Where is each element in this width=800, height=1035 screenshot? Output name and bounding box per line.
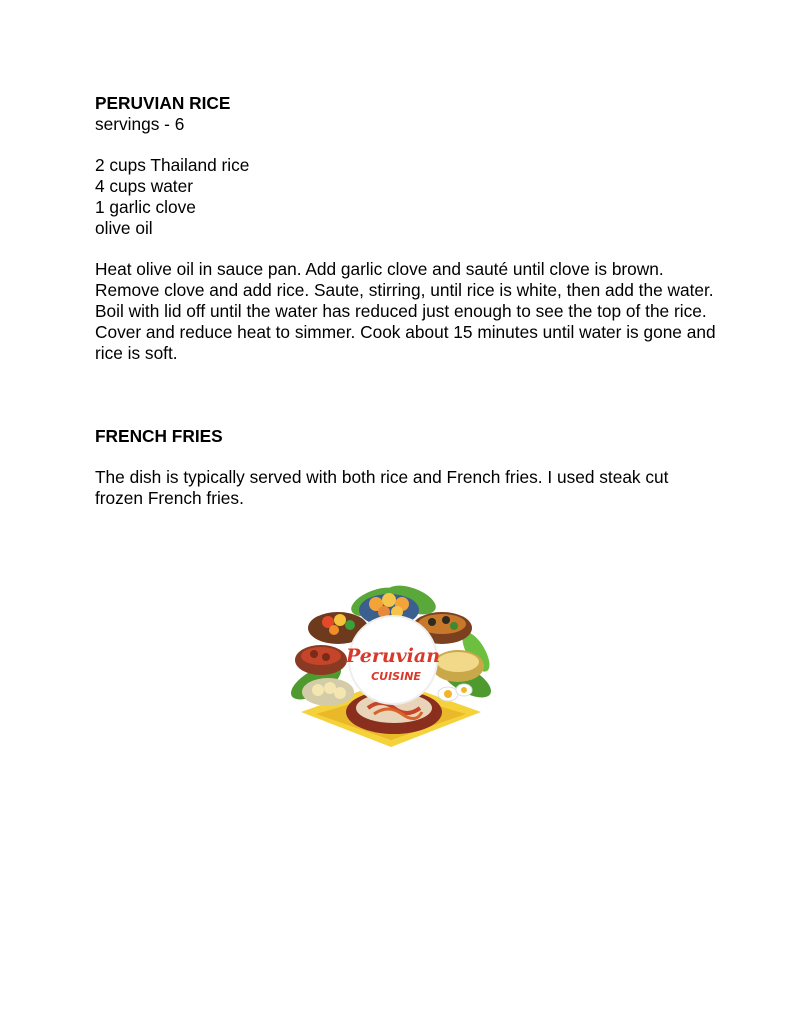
spacer [95, 239, 720, 260]
logo-text-peruvian: Peruvian [345, 645, 441, 667]
ingredient-item: 1 garlic clove [95, 196, 196, 217]
rice-instructions-1: Heat olive oil in sauce pan. Add garlic clove and sauté until clove is brown. Remove clove and add rice. Saute, stirring, until rice is white, then add the water. Boil with lid off until the water has reduced just enough to see the top of the rice. [95, 259, 714, 321]
ingredient-item: olive oil [95, 217, 153, 238]
food-platter-icon [276, 562, 506, 762]
rice-ingredients-list [95, 155, 720, 238]
logo-text-cuisine: CUISINE [371, 670, 421, 683]
spacer [95, 135, 720, 156]
rice-instructions-2: Cover and reduce heat to simmer. Cook about 15 minutes until water is gone and rice is soft. [95, 321, 716, 363]
spacer [95, 447, 720, 468]
document-page [95, 93, 720, 509]
ingredient-item: 4 cups water [95, 176, 193, 197]
rice-servings: servings - 6 [95, 113, 185, 134]
peruvian-cuisine-illustration [276, 562, 506, 762]
fries-title: FRENCH FRIES [95, 425, 223, 446]
fries-description: The dish is typically served with both rice and French fries. I used steak cut frozen French fries. [95, 467, 669, 509]
ingredient-item: 2 cups Thailand rice [95, 155, 250, 176]
rice-title: PERUVIAN RICE [95, 93, 231, 113]
spacer [95, 363, 720, 425]
